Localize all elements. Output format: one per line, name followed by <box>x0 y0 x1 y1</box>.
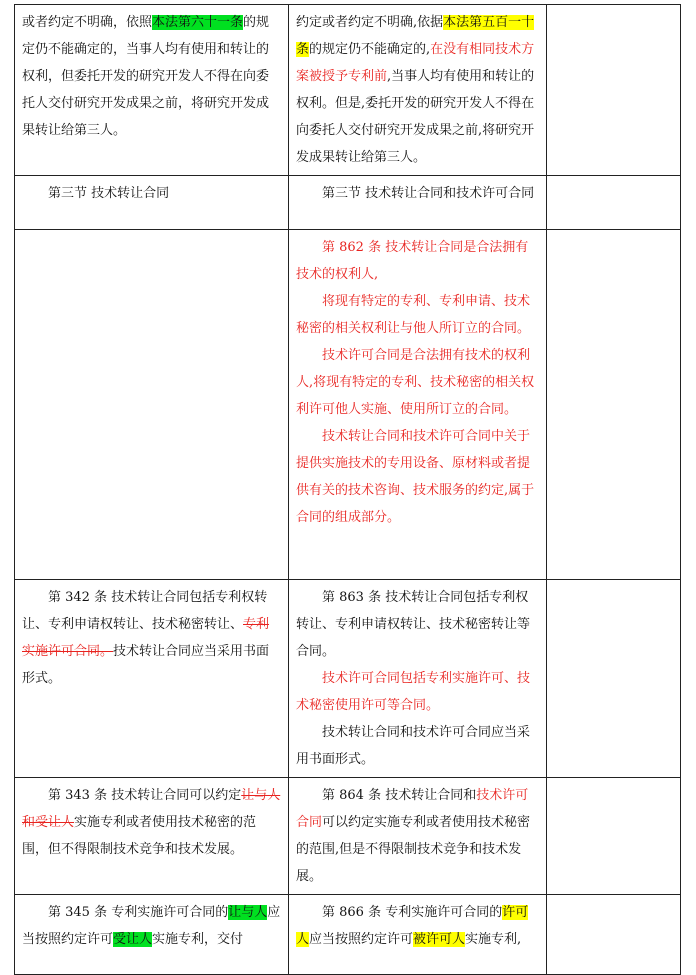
table-row <box>15 580 681 778</box>
old-law-cell <box>15 176 289 230</box>
old-law-cell <box>15 778 289 895</box>
text-run: 第 345 条 专利实施许可合同的 <box>48 905 229 920</box>
table-row <box>15 895 681 975</box>
old-law-cell <box>15 5 289 176</box>
table-row <box>15 230 681 580</box>
text-run: ,当事人均有使用和转让的权利。但是,委托开发的研究开发人不得在向委托人交付研究开发成果之前,将研究开发成果转让给第三人。 <box>296 69 535 165</box>
section-heading: 第三节 技术转让合同和技术许可合同 <box>322 186 535 201</box>
added-text: 在没有相同技术方案被授予专利前 <box>296 42 535 84</box>
table-row <box>15 778 681 895</box>
text-run: 技术转让合同应当采用书面形式。 <box>22 644 270 686</box>
text-run: 实施专利或者使用技术秘密的范围，但不得限制技术竞争和技术发展。 <box>22 815 257 857</box>
note-cell <box>547 778 681 895</box>
table-row <box>15 176 681 230</box>
text-run: 实施专利，交付 <box>152 932 244 947</box>
added-paragraph: 技术转让合同和技术许可合同中关于提供实施技术的专用设备、原材料或者提供有关的技术咨询、技术服务的约定,属于合同的组成部分。 <box>296 429 535 525</box>
new-law-cell <box>289 580 547 778</box>
text-run: 应当按照约定许可 <box>22 905 281 947</box>
text-run: 应当按照约定许可 <box>309 932 414 947</box>
text-run: 可以约定实施专利或者使用技术秘密的范围,但是不得限制技术竞争和技术发展。 <box>296 815 531 884</box>
text-run: 的规定仍不能确定的, <box>309 42 431 57</box>
deleted-text: 专利实施许可合同。 <box>22 617 270 659</box>
note-cell <box>547 5 681 176</box>
highlighted-term: 受让人 <box>113 932 153 947</box>
text-run: 第 864 条 技术转让合同和 <box>322 788 477 803</box>
highlighted-term: 被许可人 <box>413 932 466 947</box>
text-run: 的规定仍不能确定的，当事人均有使用和转让的权利，但委托开发的研究开发人不得在向委托人交付研究开发成果之前，将研究开发成果转让给第三人。 <box>22 15 270 138</box>
highlighted-term: 许可人 <box>296 905 529 947</box>
new-law-cell <box>289 176 547 230</box>
note-cell <box>547 230 681 580</box>
text-run: 第 342 条 技术转让合同包括专利权转让、专利申请权转让、技术秘密转让、 <box>22 590 268 632</box>
note-cell <box>547 176 681 230</box>
added-paragraph: 技术许可合同包括专利实施许可、技术秘密使用许可等合同。 <box>296 671 531 713</box>
old-law-cell <box>15 580 289 778</box>
paragraph: 技术转让合同和技术许可合同应当采用书面形式。 <box>296 725 531 767</box>
highlighted-term: 让与人 <box>228 905 268 920</box>
text-run: 或者约定不明确，依照 <box>22 15 153 30</box>
paragraph: 第 863 条 技术转让合同包括专利权转让、专利申请权转让、技术秘密转让等合同。 <box>296 590 531 659</box>
highlighted-reference: 本法第五百一十条 <box>296 15 535 57</box>
deleted-text: 让与人和受让人 <box>22 788 281 830</box>
text-run: 约定或者约定不明确,依据 <box>296 15 444 30</box>
text-run: 第 866 条 专利实施许可合同的 <box>322 905 503 920</box>
old-law-cell <box>15 230 289 580</box>
added-paragraph: 技术许可合同是合法拥有技术的权利人,将现有特定的专利、技术秘密的相关权利许可他人实施、使用所订立的合同。 <box>296 348 535 417</box>
text-run: 实施专利, <box>465 932 522 947</box>
old-law-cell <box>15 895 289 975</box>
new-law-cell <box>289 230 547 580</box>
added-paragraph: 第 862 条 技术转让合同是合法拥有技术的权利人, <box>296 240 529 282</box>
table-row <box>15 5 681 176</box>
law-comparison-table <box>14 4 681 975</box>
highlighted-reference: 本法第六十一条 <box>152 15 244 30</box>
added-paragraph: 将现有特定的专利、专利申请、技术秘密的相关权利让与他人所订立的合同。 <box>296 294 531 336</box>
text-run: 第 343 条 技术转让合同可以约定 <box>48 788 242 803</box>
new-law-cell <box>289 895 547 975</box>
added-text: 技术许可合同 <box>296 788 529 830</box>
new-law-cell <box>289 778 547 895</box>
note-cell <box>547 580 681 778</box>
note-cell <box>547 895 681 975</box>
new-law-cell <box>289 5 547 176</box>
section-heading: 第三节 技术转让合同 <box>48 186 170 201</box>
